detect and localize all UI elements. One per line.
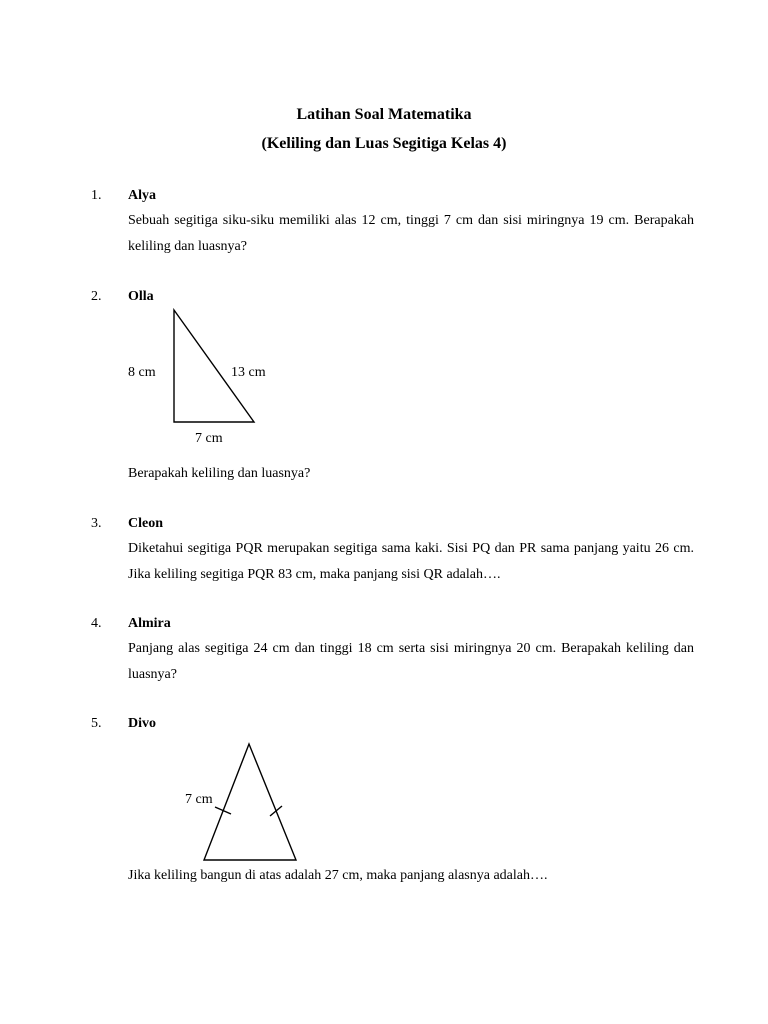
triangle-height-label: 8 cm bbox=[128, 365, 156, 380]
question-text: Berapakah keliling dan luasnya? bbox=[128, 466, 311, 481]
worksheet-subtitle: (Keliling dan Luas Segitiga Kelas 4) bbox=[261, 135, 507, 152]
question-name: Cleon bbox=[128, 516, 163, 531]
worksheet-title: Latihan Soal Matematika bbox=[296, 106, 472, 123]
question-text: Sebuah segitiga siku-siku memiliki alas 12 cm, tinggi 7 cm dan sisi miringnya 19 cm. Berapakah keliling dan luasnya? bbox=[128, 213, 694, 254]
question-number: 5. bbox=[91, 716, 102, 731]
triangle-side-label: 7 cm bbox=[185, 792, 213, 807]
question-name: Alya bbox=[128, 188, 156, 203]
triangle-hypotenuse-label: 13 cm bbox=[231, 365, 266, 380]
question-text: Panjang alas segitiga 24 cm dan tinggi 18 cm serta sisi miringnya 20 cm. Berapakah keliling dan luasnya? bbox=[128, 641, 694, 682]
isosceles-triangle-shape bbox=[204, 744, 296, 860]
question-text: Jika keliling bangun di atas adalah 27 cm, maka panjang alasnya adalah…. bbox=[128, 868, 548, 883]
question-number: 3. bbox=[91, 516, 102, 531]
question-name: Divo bbox=[128, 716, 156, 731]
question-text: Diketahui segitiga PQR merupakan segitiga sama kaki. Sisi PQ dan PR sama panjang yaitu 26 cm. Jika keliling segitiga PQR 83 cm, maka panjang sisi QR adalah…. bbox=[128, 541, 694, 582]
isosceles-triangle-figure bbox=[200, 740, 300, 864]
question-name: Almira bbox=[128, 616, 171, 631]
triangle-base-label: 7 cm bbox=[195, 431, 223, 446]
question-number: 4. bbox=[91, 616, 102, 631]
equal-side-tick-mark bbox=[270, 806, 282, 816]
question-name: Olla bbox=[128, 289, 154, 304]
question-number: 2. bbox=[91, 289, 102, 304]
question-number: 1. bbox=[91, 188, 102, 203]
